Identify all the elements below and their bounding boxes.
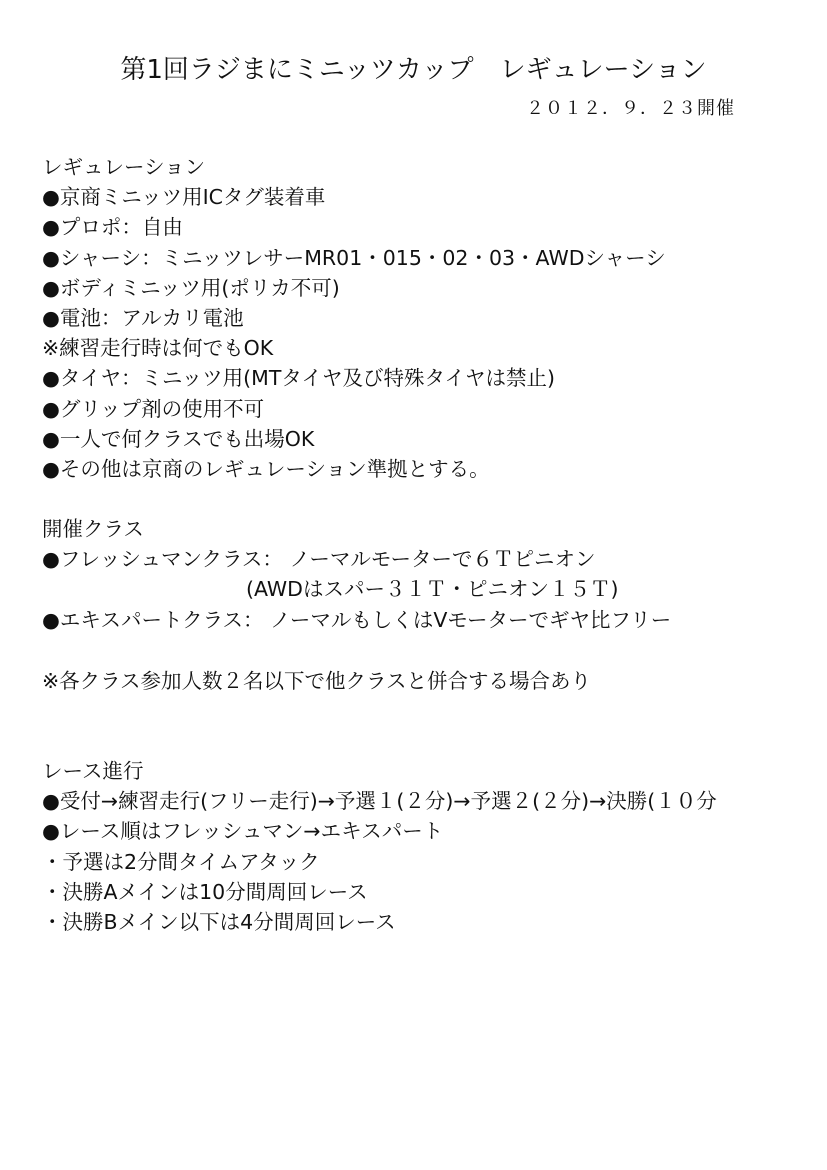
- race-item-a-main: ・決勝Aメインは10分間周回レース: [42, 879, 368, 904]
- race-item-flow: ●受付→練習走行(フリー走行)→予選１(２分)→予選２(２分)→決勝(１０分: [42, 789, 717, 814]
- regulation-item-grip: ●グリップ剤の使用不可: [42, 396, 265, 421]
- merge-note-section: [42, 666, 827, 696]
- regulation-note-practice: ※練習走行時は何でもOK: [42, 336, 274, 361]
- race-section: [42, 756, 827, 937]
- regulation-item-battery: ●電池：アルカリ電池: [42, 305, 244, 330]
- regulation-item-tire: ●タイヤ：ミニッツ用(MTタイヤ及び特殊タイヤは禁止): [42, 366, 556, 391]
- page-title: 第1回ラジまにミニッツカップ レギュレーション: [120, 55, 707, 85]
- regulation-section: [42, 152, 827, 484]
- regulation-item-entry: ●一人で何クラスでも出場OK: [42, 426, 315, 451]
- event-date: ２０１２．９．２３開催: [526, 98, 735, 119]
- class-freshman-awd: (AWDはスパー３１Ｔ・ピニオン１５Ｔ): [246, 577, 619, 602]
- race-heading: レース進行: [42, 759, 144, 783]
- regulation-item-chassis: ●シャーシ：ミニッツレサーMR01・015・02・03・AWDシャーシ: [42, 245, 666, 270]
- regulation-item-other: ●その他は京商のレギュレーション準拠とする。: [42, 456, 490, 481]
- merge-note: ※各クラス参加人数２名以下で他クラスと併合する場合あり: [42, 669, 591, 693]
- class-freshman: ●フレッシュマンクラス： ノーマルモーターで６Ｔピニオン: [42, 547, 596, 572]
- regulation-item-body: ●ボディミニッツ用(ポリカ不可): [42, 275, 340, 300]
- classes-heading: 開催クラス: [42, 517, 144, 541]
- race-item-order: ●レース順はフレッシュマン→エキスパート: [42, 819, 444, 844]
- classes-section: [42, 514, 827, 635]
- regulation-item-propo: ●プロポ：自由: [42, 215, 183, 240]
- class-expert: ●エキスパートクラス： ノーマルもしくはVモーターでギヤ比フリー: [42, 607, 672, 632]
- regulation-heading: レギュレーション: [42, 155, 206, 179]
- race-item-qualifying: ・予選は2分間タイムアタック: [42, 849, 320, 874]
- race-item-b-main: ・決勝Bメイン以下は4分間周回レース: [42, 909, 396, 934]
- regulation-item-ic-tag: ●京商ミニッツ用ICタグ装着車: [42, 185, 326, 210]
